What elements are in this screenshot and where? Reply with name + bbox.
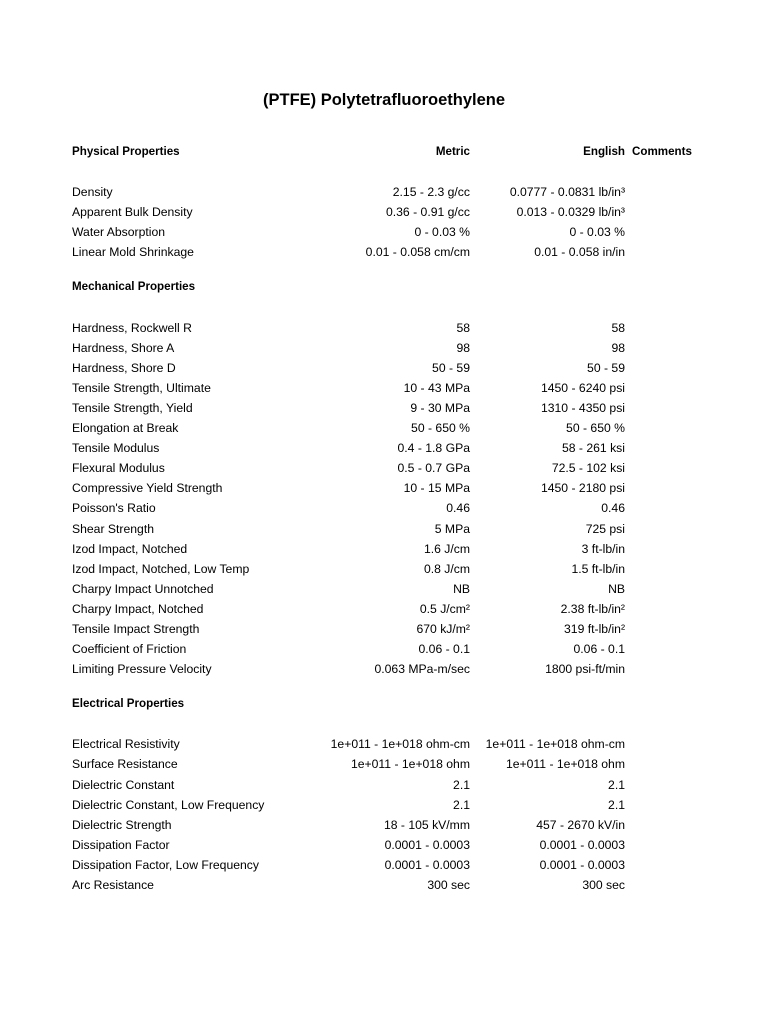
property-name: Coefficient of Friction xyxy=(72,642,187,657)
section-header-physical xyxy=(72,142,712,162)
table-row xyxy=(72,519,712,539)
property-name: Linear Mold Shrinkage xyxy=(72,245,194,260)
column-header-metric: Metric xyxy=(435,145,470,158)
property-name: Flexural Modulus xyxy=(72,461,165,476)
property-name: Density xyxy=(72,185,113,200)
metric-value: 18 - 105 kV/mm xyxy=(383,817,470,832)
table-row xyxy=(72,458,712,478)
table-row xyxy=(72,398,712,418)
property-name: Hardness, Shore D xyxy=(72,360,176,375)
section-rows-physical xyxy=(72,182,712,262)
english-value: 725 psi xyxy=(585,521,625,536)
table-row xyxy=(72,559,712,579)
property-name: Shear Strength xyxy=(72,521,154,536)
table-row xyxy=(72,498,712,518)
table-row xyxy=(72,418,712,438)
english-value: 0.0777 - 0.0831 lb/in³ xyxy=(509,185,625,200)
english-value: 0.06 - 0.1 xyxy=(573,642,625,657)
section-rows-electrical xyxy=(72,734,712,895)
table-row xyxy=(72,579,712,599)
metric-value: 5 MPa xyxy=(434,521,470,536)
property-name: Tensile Modulus xyxy=(72,441,160,456)
english-value: 58 xyxy=(611,320,625,335)
english-value: 0.0001 - 0.0003 xyxy=(539,857,625,872)
property-name: Poisson's Ratio xyxy=(72,501,156,516)
table-row xyxy=(72,539,712,559)
english-value: 0 - 0.03 % xyxy=(569,225,625,240)
metric-value: 50 - 59 xyxy=(432,360,470,375)
english-value: 3 ft-lb/in xyxy=(581,541,625,556)
metric-value: 0.46 xyxy=(446,501,470,516)
table-row xyxy=(72,639,712,659)
spacer xyxy=(72,679,712,694)
properties-table xyxy=(72,142,712,895)
english-value: 1e+011 - 1e+018 ohm-cm xyxy=(485,737,625,752)
column-header-english: English xyxy=(583,145,625,158)
english-value: 0.0001 - 0.0003 xyxy=(539,837,625,852)
english-value: 1450 - 6240 psi xyxy=(540,380,625,395)
section-title: Electrical Properties xyxy=(72,697,185,711)
metric-value: 670 kJ/m² xyxy=(416,621,470,636)
english-value: 58 - 261 ksi xyxy=(561,441,625,456)
property-name: Water Absorption xyxy=(72,225,166,240)
property-name: Tensile Strength, Yield xyxy=(72,400,193,415)
english-value: 1.5 ft-lb/in xyxy=(571,561,625,576)
english-value: 1e+011 - 1e+018 ohm xyxy=(505,757,625,772)
english-value: 0.01 - 0.058 in/in xyxy=(534,245,625,260)
metric-value: NB xyxy=(453,581,470,596)
section-rows-mechanical xyxy=(72,318,712,680)
table-row xyxy=(72,378,712,398)
metric-value: 0.0001 - 0.0003 xyxy=(384,857,470,872)
english-value: 457 - 2670 kV/in xyxy=(536,817,625,832)
table-row xyxy=(72,438,712,458)
spacer xyxy=(72,262,712,277)
table-row xyxy=(72,599,712,619)
metric-value: 10 - 43 MPa xyxy=(403,380,470,395)
metric-value: 1e+011 - 1e+018 ohm xyxy=(350,757,470,772)
property-name: Dielectric Constant, Low Frequency xyxy=(72,797,265,812)
english-value: 72.5 - 102 ksi xyxy=(551,461,625,476)
property-name: Charpy Impact, Notched xyxy=(72,601,204,616)
property-name: Apparent Bulk Density xyxy=(72,205,193,220)
table-row xyxy=(72,795,712,815)
property-name: Izod Impact, Notched, Low Temp xyxy=(72,561,250,576)
property-name: Tensile Impact Strength xyxy=(72,621,200,636)
table-row xyxy=(72,754,712,774)
section-header-mechanical xyxy=(72,277,712,297)
table-row xyxy=(72,242,712,262)
property-name: Hardness, Shore A xyxy=(72,340,175,355)
english-value: NB xyxy=(608,581,625,596)
metric-value: 2.1 xyxy=(453,797,470,812)
property-name: Dissipation Factor, Low Frequency xyxy=(72,857,259,872)
metric-value: 58 xyxy=(456,320,470,335)
table-row xyxy=(72,775,712,795)
table-row xyxy=(72,318,712,338)
metric-value: 0.5 - 0.7 GPa xyxy=(397,461,470,476)
section-title: Physical Properties xyxy=(72,145,180,158)
english-value: 1800 psi-ft/min xyxy=(545,662,625,677)
metric-value: 1e+011 - 1e+018 ohm-cm xyxy=(330,737,470,752)
property-name: Hardness, Rockwell R xyxy=(72,320,192,335)
english-value: 1310 - 4350 psi xyxy=(540,400,625,415)
property-name: Compressive Yield Strength xyxy=(72,481,223,496)
metric-value: 0.06 - 0.1 xyxy=(418,642,470,657)
table-row xyxy=(72,815,712,835)
metric-value: 2.15 - 2.3 g/cc xyxy=(392,185,470,200)
table-row xyxy=(72,619,712,639)
page-title: (PTFE) Polytetrafluoroethylene xyxy=(262,91,506,109)
spacer xyxy=(72,298,712,318)
metric-value: 0 - 0.03 % xyxy=(414,225,470,240)
metric-value: 0.5 J/cm² xyxy=(419,601,470,616)
metric-value: 1.6 J/cm xyxy=(423,541,470,556)
metric-value: 0.8 J/cm xyxy=(423,561,470,576)
spacer xyxy=(72,162,712,182)
english-value: 2.1 xyxy=(608,797,625,812)
metric-value: 98 xyxy=(456,340,470,355)
table-row xyxy=(72,659,712,679)
property-name: Tensile Strength, Ultimate xyxy=(72,380,211,395)
property-name: Surface Resistance xyxy=(72,757,178,772)
english-value: 300 sec xyxy=(582,878,625,892)
english-value: 98 xyxy=(611,340,625,355)
property-name: Arc Resistance xyxy=(72,878,154,892)
column-header-comments: Comments xyxy=(632,145,692,158)
property-name: Dissipation Factor xyxy=(72,837,170,852)
english-value: 1450 - 2180 psi xyxy=(540,481,625,496)
metric-value: 10 - 15 MPa xyxy=(403,481,470,496)
property-name: Charpy Impact Unnotched xyxy=(72,581,214,596)
table-row xyxy=(72,338,712,358)
english-value: 0.013 - 0.0329 lb/in³ xyxy=(516,205,625,220)
table-row xyxy=(72,734,712,754)
english-value: 0.46 xyxy=(601,501,625,516)
table-row xyxy=(72,222,712,242)
table-row xyxy=(72,875,712,895)
metric-value: 0.4 - 1.8 GPa xyxy=(397,441,470,456)
property-name: Dielectric Strength xyxy=(72,817,172,832)
metric-value: 0.01 - 0.058 cm/cm xyxy=(365,245,470,260)
table-row xyxy=(72,202,712,222)
table-row xyxy=(72,182,712,202)
metric-value: 0.36 - 0.91 g/cc xyxy=(385,205,470,220)
property-name: Limiting Pressure Velocity xyxy=(72,662,212,677)
spacer xyxy=(72,714,712,734)
table-row xyxy=(72,358,712,378)
english-value: 50 - 650 % xyxy=(566,421,625,436)
english-value: 319 ft-lb/in² xyxy=(564,621,625,636)
property-name: Electrical Resistivity xyxy=(72,737,180,752)
property-name: Elongation at Break xyxy=(72,421,179,436)
section-title: Mechanical Properties xyxy=(72,280,196,294)
property-name: Izod Impact, Notched xyxy=(72,541,188,556)
metric-value: 2.1 xyxy=(453,777,470,792)
metric-value: 9 - 30 MPa xyxy=(410,400,470,415)
section-header-electrical xyxy=(72,694,712,714)
english-value: 50 - 59 xyxy=(587,360,625,375)
metric-value: 50 - 650 % xyxy=(411,421,470,436)
table-row xyxy=(72,835,712,855)
table-row xyxy=(72,478,712,498)
english-value: 2.38 ft-lb/in² xyxy=(560,601,625,616)
metric-value: 300 sec xyxy=(427,878,470,892)
property-name: Dielectric Constant xyxy=(72,777,175,792)
metric-value: 0.063 MPa-m/sec xyxy=(374,662,470,677)
table-row xyxy=(72,855,712,875)
english-value: 2.1 xyxy=(608,777,625,792)
metric-value: 0.0001 - 0.0003 xyxy=(384,837,470,852)
